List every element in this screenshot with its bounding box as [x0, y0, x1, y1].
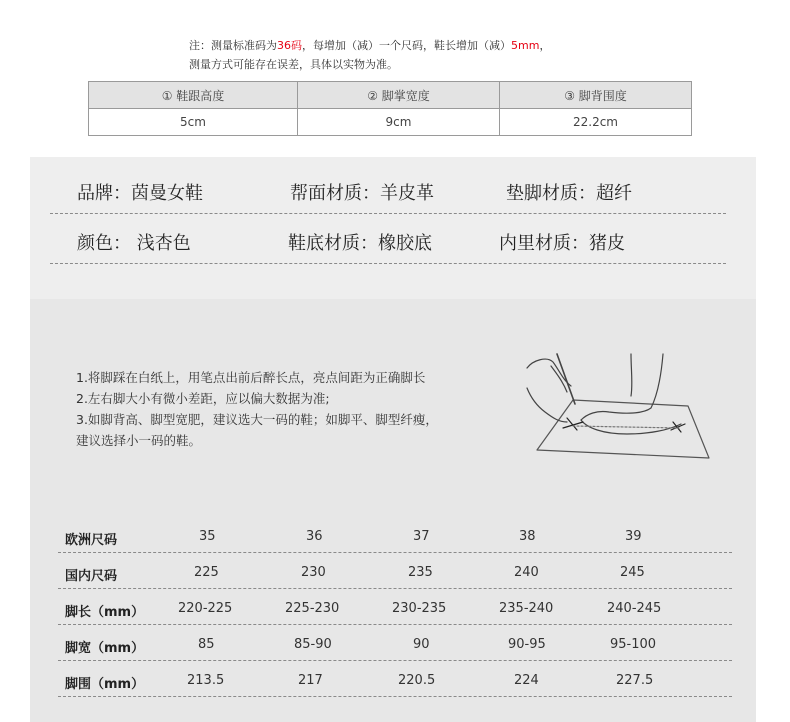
attribute-brand: 品牌：茵曼女鞋: [77, 183, 203, 204]
instruction-line: 建议选择小一码的鞋。: [76, 433, 202, 448]
measurement-header-row: [89, 82, 692, 109]
size-cell: 85: [198, 637, 215, 652]
size-cell: 37: [413, 529, 430, 544]
size-cell: 90-95: [508, 637, 546, 652]
note-text: 注：测量标准码为: [189, 39, 277, 52]
row-label: 脚宽（mm）: [65, 641, 145, 656]
size-cell: 220-225: [178, 601, 233, 616]
instruction-line: 1.将脚踩在白纸上，用笔点出前后醉长点，亮点间距为正确脚长: [76, 370, 426, 385]
size-cell: 36: [306, 529, 323, 544]
attribute-insole-material: 垫脚材质：超纤: [506, 183, 632, 204]
size-cell: 227.5: [616, 673, 654, 688]
size-row-foot-width: [58, 625, 732, 661]
measurement-table: [88, 81, 692, 136]
size-cell: 39: [625, 529, 642, 544]
instruction-line: 3.如脚背高、脚型宽肥，建议选大一码的鞋；如脚平、脚型纤瘦，: [76, 412, 438, 427]
size-cell: 220.5: [398, 673, 436, 688]
size-row-foot-length: [58, 589, 732, 625]
note-text: ，: [539, 39, 551, 52]
header-heel-height: ① 鞋跟高度: [89, 82, 298, 109]
product-attributes-panel: [30, 157, 756, 299]
size-cell: 230: [301, 565, 326, 580]
attribute-upper-material: 帮面材质：羊皮革: [290, 183, 434, 204]
row-label: 欧洲尺码: [65, 533, 118, 548]
size-row-foot-girth: [58, 661, 732, 697]
size-cell: 90: [413, 637, 430, 652]
value-heel-height: 5cm: [89, 109, 298, 136]
size-cell: 225: [194, 565, 219, 580]
note-text: ，每增加（减）一个尺码，鞋长增加（减）: [302, 39, 511, 52]
size-cell: 224: [514, 673, 539, 688]
attribute-sole-material: 鞋底材质：橡胶底: [288, 233, 432, 254]
size-cell: 38: [519, 529, 536, 544]
note-highlight-length: 5mm: [511, 39, 540, 52]
attribute-lining-material: 内里材质：猪皮: [499, 233, 625, 254]
note-highlight-size: 36码: [277, 39, 302, 52]
size-cell: 225-230: [285, 601, 340, 616]
size-cell: 230-235: [392, 601, 447, 616]
size-cell: 240-245: [607, 601, 662, 616]
measurement-value-row: [89, 109, 692, 136]
instruction-line: 2.左右脚大小有微小差距，应以偏大数据为准;: [76, 391, 330, 406]
size-table: [58, 517, 732, 697]
size-cell: 245: [620, 565, 645, 580]
value-instep-girth: 22.2cm: [500, 109, 692, 136]
size-cell: 240: [514, 565, 539, 580]
size-cell: 217: [298, 673, 323, 688]
attribute-row: [50, 165, 726, 214]
size-row-eu: [58, 517, 732, 553]
header-ball-width: ② 脚掌宽度: [298, 82, 500, 109]
size-cell: 213.5: [187, 673, 225, 688]
measuring-instructions: [76, 367, 438, 451]
row-label: 国内尺码: [65, 569, 118, 584]
size-cell: 235-240: [499, 601, 554, 616]
attribute-row: [50, 215, 726, 264]
header-instep-girth: ③ 脚背围度: [500, 82, 692, 109]
note-line-2: 测量方式可能存在误差，具体以实物为准。: [189, 58, 398, 71]
value-ball-width: 9cm: [298, 109, 500, 136]
size-cell: 95-100: [610, 637, 657, 652]
foot-measuring-illustration: [523, 348, 723, 473]
row-label: 脚长（mm）: [65, 605, 145, 620]
note-line-1: [189, 36, 550, 55]
row-label: 脚围（mm）: [65, 677, 145, 692]
size-cell: 85-90: [294, 637, 332, 652]
size-row-cn: [58, 553, 732, 589]
size-cell: 35: [199, 529, 216, 544]
size-guide-panel: [30, 299, 756, 722]
measurement-note: [189, 36, 550, 74]
attribute-color: 颜色： 浅杏色: [77, 233, 191, 254]
size-cell: 235: [408, 565, 433, 580]
